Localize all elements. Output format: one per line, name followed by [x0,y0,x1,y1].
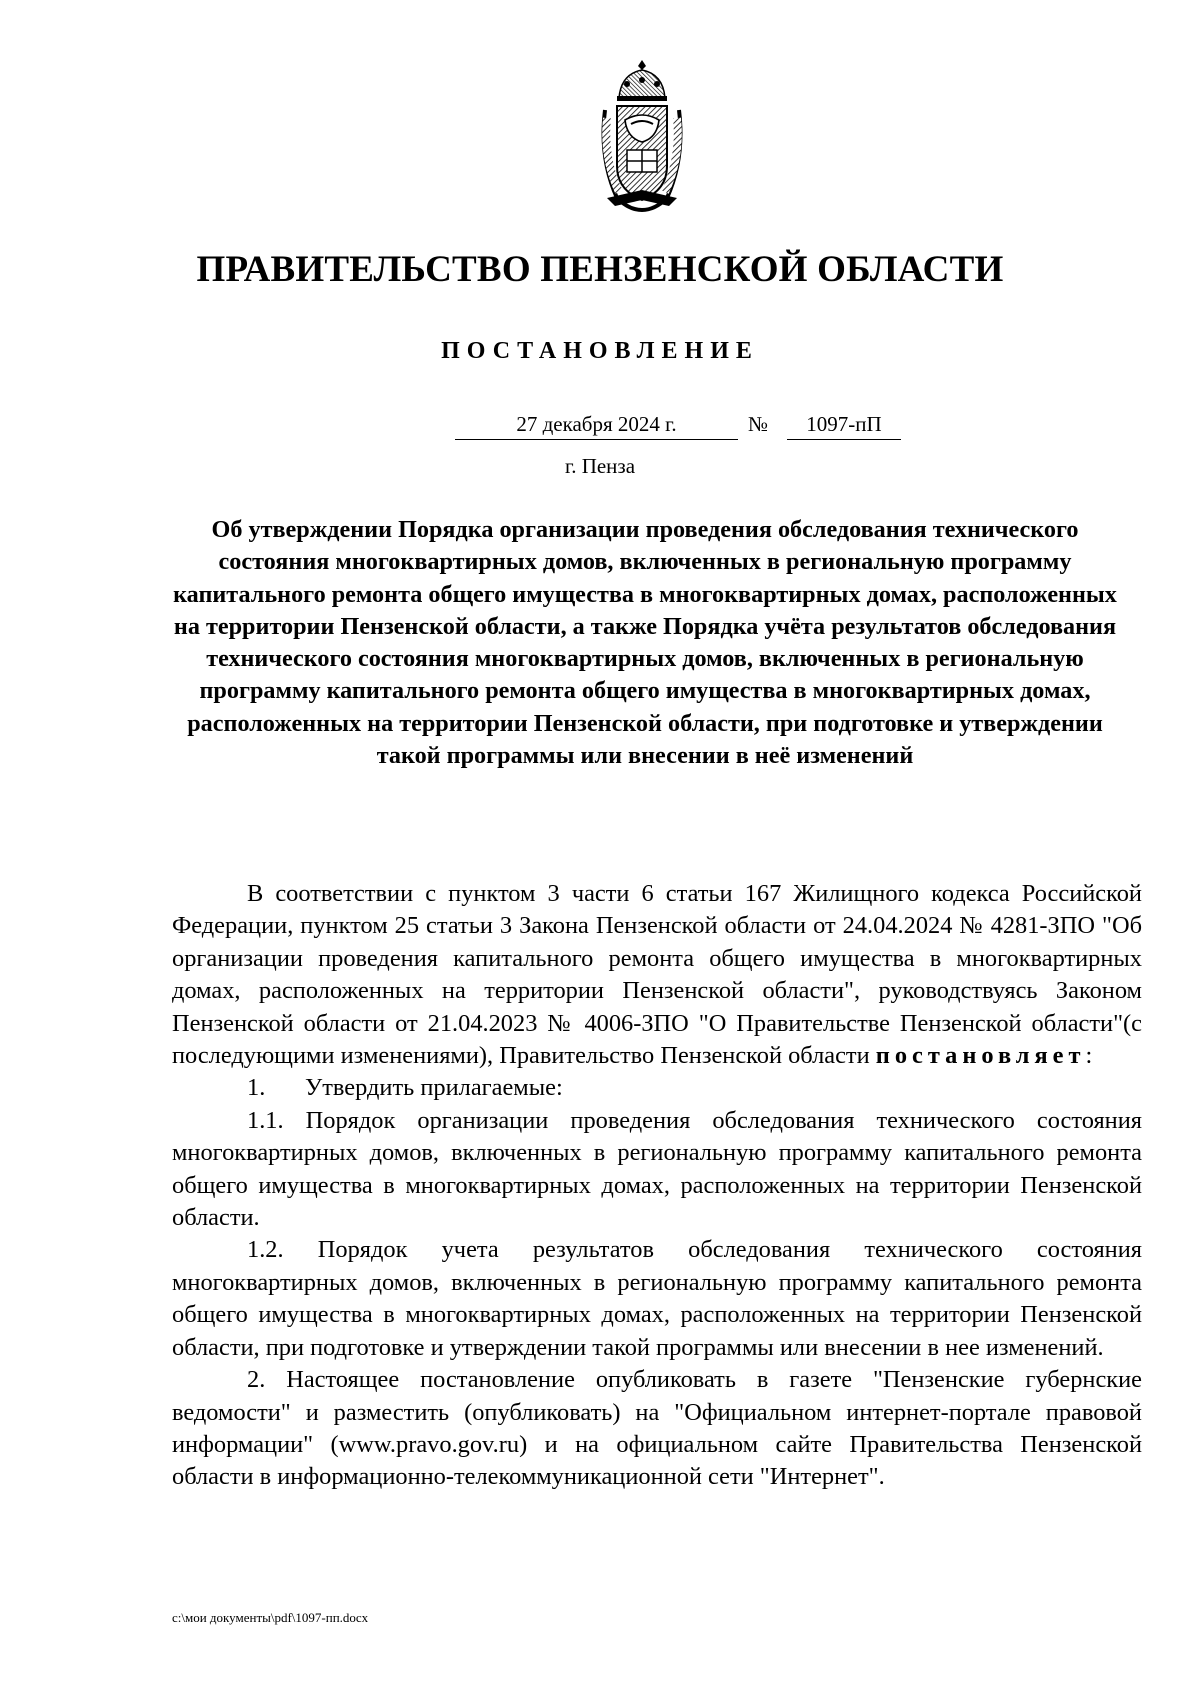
document-subject: Об утверждении Порядка организации проведения обследования технического состояния многоквартирных домов, включенных в региональную программу капитального ремонта общего имущества в многоквартирных домах, расположенных на территории Пензенской области, а также Порядка учёта результатов обследования технического состояния многоквартирных домов, включенных в региональную программу капитального ремонта общего имущества в многоквартирных домах, расположенных на территории Пензенской области, при подготовке и утверждении такой программы или внесении в неё изменений [173,516,1117,770]
document-type: ПОСТАНОВЛЕНИЕ [441,338,759,364]
preamble-paragraph [172,878,1142,1072]
document-city: г. Пенза [564,454,636,478]
item-2-paragraph: 2. Настоящее постановление опубликовать в газете "Пензенские губернские ведомости" и разместить (опубликовать) на "Официальном интернет-портале правовой информации" (www.pravo.gov.ru) и на официальном сайте Правительства Пензенской области в информационно-телекоммуникационной сети "Интернет". [172,1366,1142,1491]
document-dateline [455,412,905,444]
resolves-word: постановляет [875,1042,1086,1070]
number-sign: № [748,412,769,436]
item-1-number: 1. [247,1074,266,1102]
item-1-text: Утвердить прилагаемые: [305,1074,563,1102]
resolves-suffix: : [1085,1042,1093,1070]
document-date: 27 декабря 2024 г. [455,412,738,440]
preamble-text: В соответствии с пунктом 3 части 6 статьи 167 Жилищного кодекса Российской Федерации, пунктом 25 статьи 3 Закона Пензенской области от 24.04.2024 № 4281-ЗПО "Об организации проведения капитального ремонта общего имущества в многоквартирных домах, расположенных на территории Пензенской области", руководствуясь Законом Пензенской области от 21.04.2023 № 4006-ЗПО "О Правительстве Пензенской области"(с последующими изменениями), Правительство Пензенской области [172,880,1142,1070]
item-1-2-paragraph: 1.2. Порядок учета результатов обследования технического состояния многоквартирных домов, включенных в региональную программу капитального ремонта общего имущества в многоквартирных домах, расположенных на территории Пензенской области, при подготовке и утверждении такой программы или внесении в нее изменений. [172,1236,1142,1361]
document-body [172,878,1142,1494]
government-title: ПРАВИТЕЛЬСТВО ПЕНЗЕНСКОЙ ОБЛАСТИ [196,249,1004,290]
document-number: 1097-пП [787,412,901,440]
file-path-footer: c:\мои документы\pdf\1097-пп.docx [172,1610,369,1625]
item-1-1-paragraph: 1.1. Порядок организации проведения обследования технического состояния многоквартирных домов, включенных в региональную программу капитального ремонта общего имущества в многоквартирных домах, расположенных на территории Пензенской области. [172,1106,1142,1232]
item-1-paragraph [172,1072,1142,1104]
coat-of-arms-icon [597,58,687,213]
